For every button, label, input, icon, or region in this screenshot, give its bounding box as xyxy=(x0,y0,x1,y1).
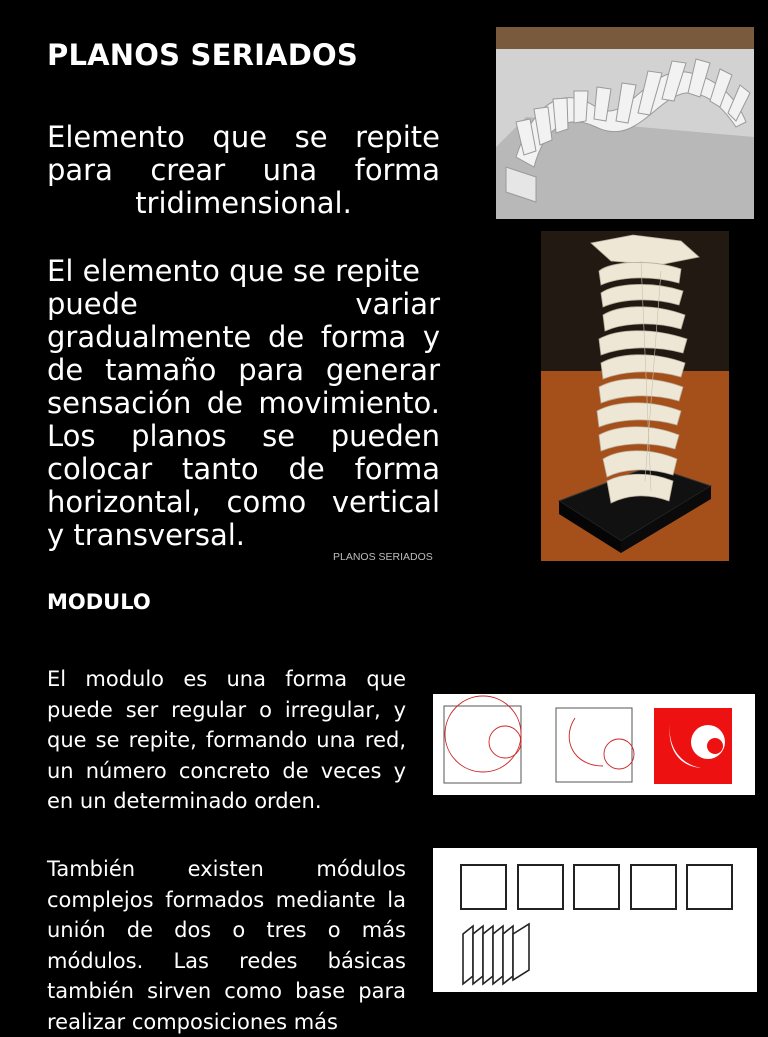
slide-title: PLANOS SERIADOS xyxy=(47,38,358,72)
module-circle-square-diagram xyxy=(433,694,755,795)
description-line: horizontal, como vertical xyxy=(47,485,440,519)
description-line: sensación de movimiento. xyxy=(47,386,440,420)
lead-paragraph: Elemento que se repite para crear una forma tridimensional. xyxy=(47,120,440,220)
description-line: de tamaño para generar xyxy=(47,353,440,387)
paper-plane-sculpture-photo xyxy=(496,27,754,219)
description-line: Los planos se pueden xyxy=(47,419,440,453)
spiral-tower-sculpture-photo xyxy=(541,231,729,561)
description-line: gradualmente de forma y xyxy=(47,320,440,354)
description-line: puede variar xyxy=(47,287,440,321)
modulo-paragraph-2: También existen módulos complejos formados mediante la unión de dos o tres o más módulos. Las redes básicas también sirven como base para realizar composiciones más xyxy=(47,857,406,1034)
photo-caption: PLANOS SERIADOS xyxy=(333,551,433,563)
description-line: colocar tanto de forma xyxy=(47,452,440,486)
modulo-paragraph-1: El modulo es una forma que puede ser regular o irregular, y que se repite, formando una red, un número concreto de veces y en un determinado orden. xyxy=(47,667,406,813)
description-line: El elemento que se repite xyxy=(47,254,420,288)
modulo-heading: MODULO xyxy=(47,590,151,614)
square-module-series-diagram xyxy=(433,848,757,992)
description-paragraph xyxy=(47,255,440,552)
description-line: y transversal. xyxy=(47,518,246,552)
